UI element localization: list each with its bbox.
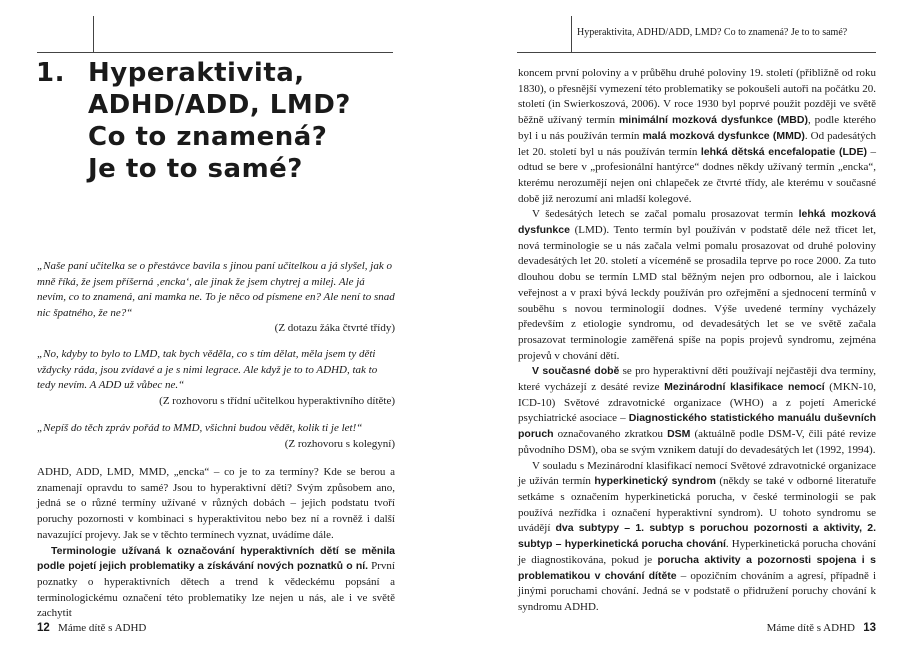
quote-source: (Z dotazu žáka čtvrté třídy) — [274, 322, 395, 335]
paragraph-text: koncem první poloviny a v průběhu druhé poloviny 19. století (přibližně od roku 1830), o přesnější vymezení této problematiky se pokoušeli autoři na počátku 20. století (in Swierkoszová, 2006). V roce 1930 byl poprvé použit později ve světě běžně užívaný termín — [518, 67, 876, 127]
epigraph-quote — [37, 347, 395, 409]
chapter-title-line: Hyperaktivita, — [88, 58, 305, 88]
paragraph-text: označovaného zkratkou — [553, 428, 668, 441]
chapter-title-line: Co to znamená? — [88, 122, 328, 152]
chapter-title-line: Je to to samé? — [88, 154, 303, 184]
paragraph-text: (LMD). Tento termín byl používán v podstatě déle než třicet let, nová terminologie se u nás začala velmi pomalu prosazovat od druhé poloviny devadesátých let 20. století a víceméně se prosadila teprve po roce 2000. Za tuto dlouhou dobu se termín LMD stal běžným nejen pro odbornou, ale i laickou veřejnost a v praxi bývá leckdy používán pro ozřejmění a sjednocení termínů v souběhu s novou terminologií dodnes. Výše uvedené termíny vycházely především z etiologie syndromu, od devadesátých let se ve světě začala prosazovat terminologie zaměřená spíše na popis projevů syndromu, zejména projevů v chování dětí. — [518, 224, 876, 362]
paragraph-text: (někdy se také v odborné literatuře setkáme s označením hyperkinetická porucha, v české terminologii se pak používá nezřídka i označení hyperaktivní syndrom). U tohoto syndromu se uvádějí — [518, 475, 876, 535]
bold-text: DSM — [667, 428, 691, 441]
paragraph — [518, 66, 876, 207]
right-page — [456, 0, 913, 662]
left-page — [0, 0, 456, 662]
page-footer — [37, 622, 146, 634]
paragraph-text: , podle kterého byl i u nás používán termín — [518, 114, 876, 142]
body-text — [37, 465, 395, 622]
paragraph-text: se pro hyperaktivní děti používají nejčastěji dva termíny, které vycházejí z desáté revize — [518, 365, 876, 394]
paragraph-text: V šedesátých letech se začal pomalu prosazovat termín — [532, 208, 799, 221]
body-text — [518, 66, 876, 616]
quote-text: „Naše paní učitelka se o přestávce bavila s jinou paní učitelkou a já slyšel, jak o mně říká, že jsem příšerná ‚encka‘, ale jinak že jsem chytrej a milej. Ale já nevím, co to znamená, ani mamka ne. To je něco od písmene en? Ale není to snad nic špatného, že ne?“ — [37, 260, 395, 319]
header-vertical-rule — [571, 16, 572, 52]
chapter-title-line: ADHD/ADD, LMD? — [88, 90, 351, 120]
paragraph-text: (MKN-10, ICD-10) Světové zdravotnické organizace (WHO) a z pojetí Americké psychiatrické asociace – — [518, 381, 876, 425]
bold-text: malá mozková dysfunkce (MMD) — [642, 129, 805, 142]
epigraph-quote — [37, 421, 395, 452]
header-horizontal-rule — [517, 52, 876, 53]
paragraph-text: . Hyperkinetická porucha chování je diagnostikována, pokud je — [518, 538, 876, 566]
paragraph-text: – odtud se bere v „profesionální hantýrce“ dodnes někdy užívaný termín „encka“, kterému nerozumějí nejen oni chlapeček ze čtvrté třídy, ale kterému v současné době již nerozumí ani mladší kolegové. — [518, 145, 877, 205]
bold-text: porucha aktivity a pozornosti spojena i s problematikou v chování dítěte — [518, 553, 876, 582]
bold-text: Terminologie užívaná k označování hyperaktivních dětí se měnila podle pojetí jejich problematiky a získávání nových poznatků o ní. — [37, 544, 395, 573]
paragraph — [37, 544, 395, 623]
book-title: Máme dítě s ADHD — [58, 622, 147, 634]
paragraph: ADHD, ADD, LMD, MMD, „encka“ – co je to za termíny? Kde se berou a znamenají opravdu to samé? Jsou to hyperaktivní děti? Svým způsobem ano, jedná se o různé termíny užívané v různých dobách – jejich podstatu tvoří poruchy pozornosti v kombinaci s hyperaktivitou nebo bez ní a rovněž i další navazující projevy. Jak se v těchto termínech vyznat, uvádíme dále. — [37, 466, 395, 541]
book-title: Máme dítě s ADHD — [766, 622, 855, 634]
paragraph-text: (aktuálně podle DSM-V, čili páté revize původního DSM), oba se svým vznikem datují do devadesátých let (1992, 1994). — [518, 428, 876, 456]
epigraph-quote — [37, 259, 395, 337]
page-number: 13 — [863, 622, 876, 634]
bold-text: dva subtypy – 1. subtyp s poruchou pozornosti a aktivity, 2. subtyp – hyperkinetická porucha chování — [518, 522, 876, 551]
running-head: Hyperaktivita, ADHD/ADD, LMD? Co to znamená? Je to to samé? — [577, 27, 848, 38]
chapter-number: 1. — [36, 58, 65, 88]
bold-text: minimální mozková dysfunkce (MBD) — [618, 114, 808, 127]
page-number: 12 — [37, 622, 50, 634]
paragraph-text: První poznatky o hyperaktivních dětech a trend k vědeckému popsání a terminologickému označení této problematiky lze nejen u nás, ale i ve světě zachytit — [37, 560, 395, 620]
paragraph — [518, 364, 876, 458]
quote-text: „No, kdyby to bylo to LMD, tak bych věděla, co s tím dělat, měla jsem ty děti vždycky ráda, jsou zvídavé a je s nimi legrace. Ale když je to to ADHD, tak to tedy nevím. A ADD už vůbec ne.“ — [37, 348, 378, 392]
page-footer — [767, 622, 876, 634]
paragraph-text: – opozičním chováním a agresí, případně i jinými poruchami chování. Jedná se v podstatě o přidružení poruchy chování k syndromu ADHD. — [518, 569, 877, 613]
paragraph-text: V souladu s Mezinárodní klasifikací nemocí Světové zdravotnické organizace je užíván termín — [518, 459, 876, 488]
bold-text: hyperkinetický syndrom — [594, 475, 716, 488]
bold-text: lehká mozková dysfunkce — [518, 208, 876, 237]
bold-text: lehká dětská encefalopatie (LDE) — [700, 145, 868, 158]
header-horizontal-rule — [37, 52, 393, 53]
quote-source: (Z rozhovoru s kolegyní) — [284, 437, 395, 450]
bold-text: Mezinárodní klasifikace nemocí — [664, 381, 825, 394]
paragraph — [518, 207, 876, 364]
header-vertical-rule — [93, 16, 94, 52]
paragraph — [518, 459, 876, 616]
bold-text: Diagnostického statistického manuálu duševních poruch — [518, 412, 876, 441]
bold-text: V současné době — [532, 365, 620, 378]
quote-text: „Nepíš do těch zpráv pořád to MMD, všichni budou vědět, kolik ti je let!“ — [37, 422, 363, 434]
paragraph-text: . Od padesátých let 20. století byl u nás používán termín — [518, 129, 877, 158]
quote-source: (Z rozhovoru s třídní učitelkou hyperaktivního dítěte) — [159, 394, 395, 407]
